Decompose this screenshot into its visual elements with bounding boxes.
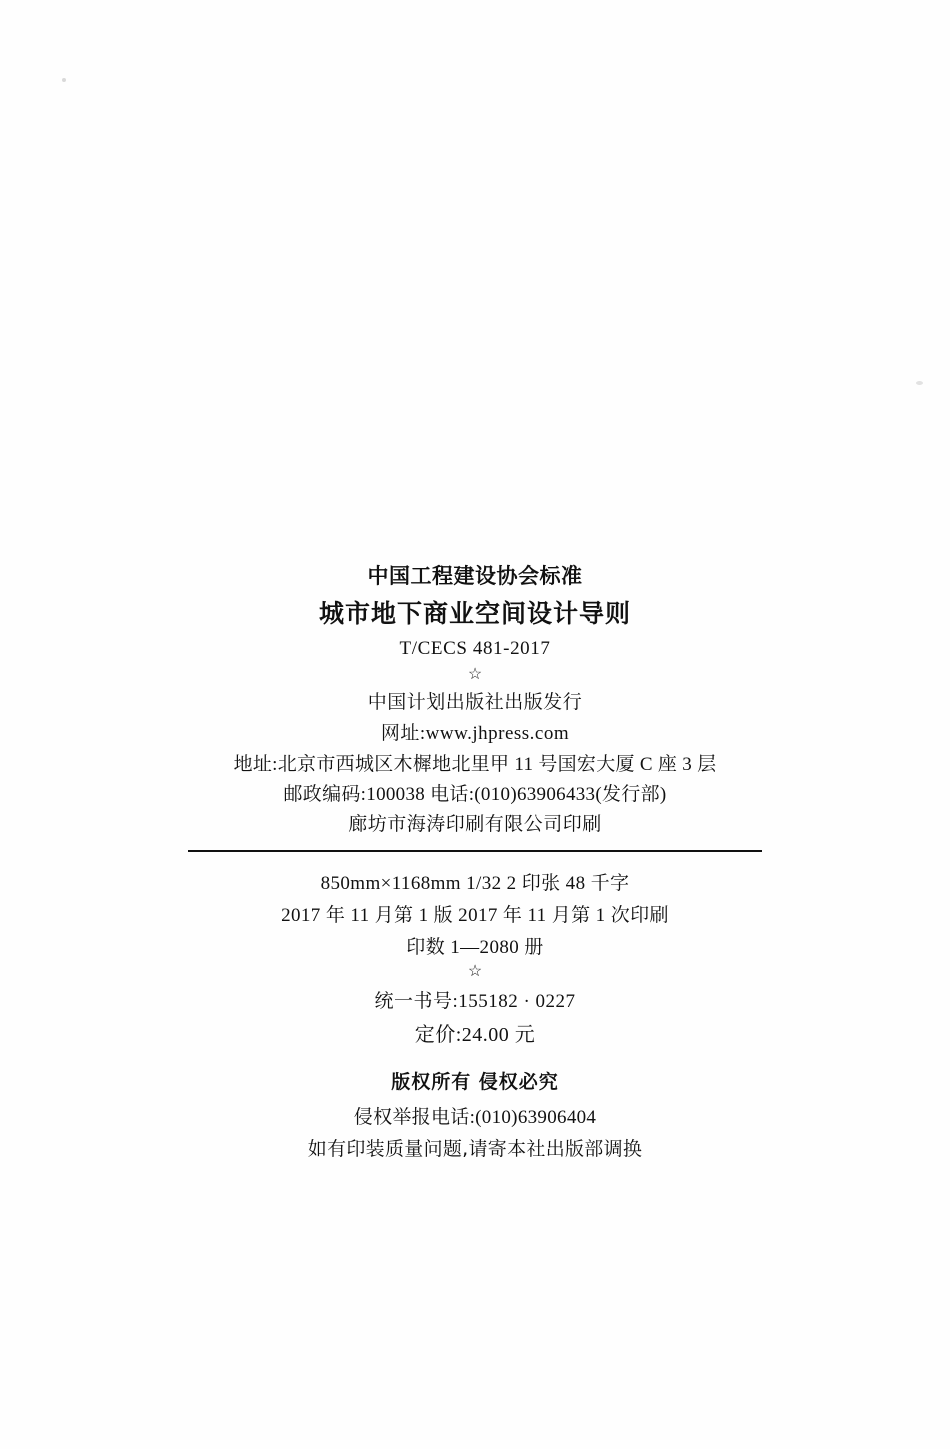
scan-artifact-speck xyxy=(62,78,66,82)
scan-artifact-speck xyxy=(916,381,923,385)
printer-name: 廊坊市海涛印刷有限公司印刷 xyxy=(348,813,602,835)
star-ornament-icon: ☆ xyxy=(467,963,483,980)
standard-code: T/CECS 481-2017 xyxy=(399,638,551,659)
unified-book-number: 统一书号:155182 · 0227 xyxy=(374,991,576,1012)
price: 定价:24.00 元 xyxy=(414,1024,536,1046)
publisher-website: 网址:www.jhpress.com xyxy=(380,723,570,744)
quality-exchange-notice: 如有印装质量问题,请寄本社出版部调换 xyxy=(307,1138,643,1160)
postcode-and-phone: 邮政编码:100038 电话:(010)63906433(发行部) xyxy=(283,784,667,805)
colophon-block xyxy=(0,566,950,1159)
copyright-notice: 版权所有 侵权必究 xyxy=(391,1071,559,1093)
infringement-report-phone: 侵权举报电话:(010)63906404 xyxy=(353,1107,597,1128)
star-ornament-icon: ☆ xyxy=(467,666,483,683)
horizontal-divider xyxy=(188,850,762,852)
page-title: 城市地下商业空间设计导则 xyxy=(318,599,631,628)
print-specifications: 850mm×1168mm 1/32 2 印张 48 千字 xyxy=(320,873,630,894)
print-run-copies: 印数 1—2080 册 xyxy=(406,937,544,958)
publisher-name: 中国计划出版社出版发行 xyxy=(367,691,583,713)
publisher-address: 地址:北京市西城区木樨地北里甲 11 号国宏大厦 C 座 3 层 xyxy=(233,754,717,775)
edition-and-printing-date: 2017 年 11 月第 1 版 2017 年 11 月第 1 次印刷 xyxy=(281,905,669,926)
series-title: 中国工程建设协会标准 xyxy=(367,564,583,588)
